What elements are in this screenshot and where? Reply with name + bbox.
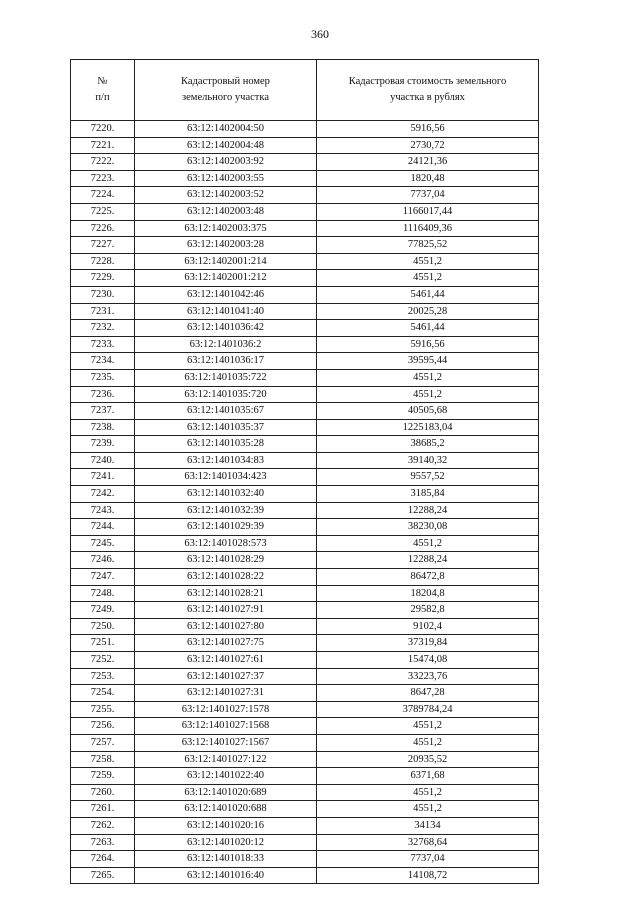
cadastral-number-cell: 63:12:1401022:40 bbox=[135, 768, 317, 785]
cadastral-number-cell: 63:12:1401034:423 bbox=[135, 469, 317, 486]
cadastral-value-cell: 38685,2 bbox=[317, 436, 539, 453]
cadastral-number-cell: 63:12:1401035:722 bbox=[135, 369, 317, 386]
table-row bbox=[71, 469, 539, 486]
row-index-cell: 7254. bbox=[71, 685, 135, 702]
cadastral-value-cell: 4551,2 bbox=[317, 369, 539, 386]
cadastral-number-cell: 63:12:1401020:16 bbox=[135, 817, 317, 834]
table-row bbox=[71, 486, 539, 503]
row-index-cell: 7260. bbox=[71, 784, 135, 801]
cadastral-value-cell: 1225183,04 bbox=[317, 419, 539, 436]
row-index-cell: 7261. bbox=[71, 801, 135, 818]
cadastral-value-cell: 18204,8 bbox=[317, 585, 539, 602]
row-index-cell: 7221. bbox=[71, 137, 135, 154]
cadastral-number-cell: 63:12:1401027:1568 bbox=[135, 718, 317, 735]
row-index-cell: 7224. bbox=[71, 187, 135, 204]
row-index-cell: 7238. bbox=[71, 419, 135, 436]
row-index-cell: 7265. bbox=[71, 867, 135, 884]
cadastral-value-cell: 7737,04 bbox=[317, 851, 539, 868]
row-index-cell: 7233. bbox=[71, 336, 135, 353]
cadastral-value-cell: 12288,24 bbox=[317, 502, 539, 519]
table-row bbox=[71, 652, 539, 669]
table-row bbox=[71, 817, 539, 834]
header-row bbox=[71, 60, 539, 121]
row-index-cell: 7250. bbox=[71, 618, 135, 635]
cadastral-number-cell: 63:12:1401036:2 bbox=[135, 336, 317, 353]
cadastral-value-cell: 6371,68 bbox=[317, 768, 539, 785]
table-row bbox=[71, 851, 539, 868]
row-index-cell: 7256. bbox=[71, 718, 135, 735]
cadastral-value-cell: 4551,2 bbox=[317, 270, 539, 287]
row-index-cell: 7245. bbox=[71, 535, 135, 552]
cadastral-number-cell: 63:12:1401027:61 bbox=[135, 652, 317, 669]
cadastral-number-cell: 63:12:1401029:39 bbox=[135, 519, 317, 536]
table-row bbox=[71, 220, 539, 237]
table-row bbox=[71, 685, 539, 702]
cadastral-number-cell: 63:12:1401028:29 bbox=[135, 552, 317, 569]
row-index-cell: 7234. bbox=[71, 353, 135, 370]
cadastral-value-cell: 4551,2 bbox=[317, 535, 539, 552]
cadastral-number-cell: 63:12:1401027:1567 bbox=[135, 734, 317, 751]
row-index-cell: 7257. bbox=[71, 734, 135, 751]
cadastral-number-cell: 63:12:1401027:75 bbox=[135, 635, 317, 652]
cadastral-number-cell: 63:12:1402004:50 bbox=[135, 121, 317, 138]
row-index-cell: 7264. bbox=[71, 851, 135, 868]
cadastral-value-cell: 15474,08 bbox=[317, 652, 539, 669]
cadastral-number-cell: 63:12:1402001:214 bbox=[135, 253, 317, 270]
cadastral-number-cell: 63:12:1401027:80 bbox=[135, 618, 317, 635]
cadastral-number-cell: 63:12:1401035:28 bbox=[135, 436, 317, 453]
row-index-cell: 7222. bbox=[71, 154, 135, 171]
cadastral-value-cell: 8647,28 bbox=[317, 685, 539, 702]
cadastral-number-cell: 63:12:1402004:48 bbox=[135, 137, 317, 154]
cadastral-value-cell: 12288,24 bbox=[317, 552, 539, 569]
table-row bbox=[71, 237, 539, 254]
row-index-cell: 7237. bbox=[71, 403, 135, 420]
table-row bbox=[71, 569, 539, 586]
cadastral-value-cell: 37319,84 bbox=[317, 635, 539, 652]
row-index-cell: 7241. bbox=[71, 469, 135, 486]
table-row bbox=[71, 336, 539, 353]
cadastral-number-cell: 63:12:1401032:40 bbox=[135, 486, 317, 503]
table-row bbox=[71, 353, 539, 370]
cadastral-number-cell: 63:12:1401036:42 bbox=[135, 320, 317, 337]
cadastral-number-cell: 63:12:1401035:67 bbox=[135, 403, 317, 420]
table-row bbox=[71, 801, 539, 818]
table-row bbox=[71, 502, 539, 519]
table-row bbox=[71, 585, 539, 602]
cadastral-number-cell: 63:12:1401035:720 bbox=[135, 386, 317, 403]
table-body bbox=[71, 121, 539, 884]
cadastral-number-cell: 63:12:1401018:33 bbox=[135, 851, 317, 868]
row-index-cell: 7249. bbox=[71, 602, 135, 619]
cadastral-number-cell: 63:12:1402003:92 bbox=[135, 154, 317, 171]
cadastral-value-cell: 20935,52 bbox=[317, 751, 539, 768]
table-row bbox=[71, 751, 539, 768]
cadastral-value-cell: 4551,2 bbox=[317, 253, 539, 270]
cadastral-value-cell: 32768,64 bbox=[317, 834, 539, 851]
row-index-cell: 7259. bbox=[71, 768, 135, 785]
cadastral-value-cell: 4551,2 bbox=[317, 801, 539, 818]
row-index-cell: 7255. bbox=[71, 701, 135, 718]
cadastral-value-cell: 3789784,24 bbox=[317, 701, 539, 718]
table-row bbox=[71, 519, 539, 536]
table-row bbox=[71, 154, 539, 171]
table-row bbox=[71, 203, 539, 220]
table-row bbox=[71, 187, 539, 204]
table-row bbox=[71, 303, 539, 320]
table-row bbox=[71, 137, 539, 154]
cadastral-number-cell: 63:12:1401027:1578 bbox=[135, 701, 317, 718]
row-index-cell: 7262. bbox=[71, 817, 135, 834]
table-row bbox=[71, 867, 539, 884]
cadastral-value-cell: 1820,48 bbox=[317, 170, 539, 187]
row-index-cell: 7243. bbox=[71, 502, 135, 519]
cadastral-number-cell: 63:12:1402003:375 bbox=[135, 220, 317, 237]
row-index-cell: 7220. bbox=[71, 121, 135, 138]
row-index-cell: 7239. bbox=[71, 436, 135, 453]
row-index-cell: 7258. bbox=[71, 751, 135, 768]
row-index-cell: 7230. bbox=[71, 286, 135, 303]
cadastral-number-cell: 63:12:1401027:31 bbox=[135, 685, 317, 702]
cadastral-value-cell: 5916,56 bbox=[317, 121, 539, 138]
row-index-cell: 7235. bbox=[71, 369, 135, 386]
cadastral-value-cell: 86472,8 bbox=[317, 569, 539, 586]
cadastral-value-cell: 5461,44 bbox=[317, 286, 539, 303]
row-index-cell: 7226. bbox=[71, 220, 135, 237]
table-row bbox=[71, 618, 539, 635]
row-index-cell: 7227. bbox=[71, 237, 135, 254]
table-row bbox=[71, 668, 539, 685]
cadastral-value-cell: 9102,4 bbox=[317, 618, 539, 635]
table-row bbox=[71, 286, 539, 303]
row-index-cell: 7225. bbox=[71, 203, 135, 220]
cadastral-value-cell: 77825,52 bbox=[317, 237, 539, 254]
table-row bbox=[71, 452, 539, 469]
table-row bbox=[71, 170, 539, 187]
cadastral-value-cell: 1166017,44 bbox=[317, 203, 539, 220]
row-index-cell: 7231. bbox=[71, 303, 135, 320]
cadastral-value-table bbox=[70, 59, 539, 884]
cadastral-number-cell: 63:12:1401020:688 bbox=[135, 801, 317, 818]
table-header bbox=[71, 60, 539, 121]
cadastral-number-cell: 63:12:1401027:91 bbox=[135, 602, 317, 619]
table-row bbox=[71, 834, 539, 851]
header-cadastral-value: Кадастровая стоимость земельного участка в рублях bbox=[317, 60, 539, 121]
cadastral-value-cell: 1116409,36 bbox=[317, 220, 539, 237]
cadastral-number-cell: 63:12:1401034:83 bbox=[135, 452, 317, 469]
table-row bbox=[71, 253, 539, 270]
table-row bbox=[71, 403, 539, 420]
cadastral-number-cell: 63:12:1402003:52 bbox=[135, 187, 317, 204]
row-index-cell: 7251. bbox=[71, 635, 135, 652]
row-index-cell: 7253. bbox=[71, 668, 135, 685]
row-index-cell: 7263. bbox=[71, 834, 135, 851]
cadastral-value-cell: 24121,36 bbox=[317, 154, 539, 171]
table-row bbox=[71, 552, 539, 569]
table-row bbox=[71, 386, 539, 403]
cadastral-number-cell: 63:12:1401027:122 bbox=[135, 751, 317, 768]
table-row bbox=[71, 734, 539, 751]
cadastral-value-cell: 33223,76 bbox=[317, 668, 539, 685]
cadastral-value-cell: 3185,84 bbox=[317, 486, 539, 503]
cadastral-value-cell: 4551,2 bbox=[317, 386, 539, 403]
cadastral-number-cell: 63:12:1401028:21 bbox=[135, 585, 317, 602]
row-index-cell: 7252. bbox=[71, 652, 135, 669]
row-index-cell: 7242. bbox=[71, 486, 135, 503]
row-index-cell: 7246. bbox=[71, 552, 135, 569]
cadastral-number-cell: 63:12:1401020:12 bbox=[135, 834, 317, 851]
cadastral-value-cell: 4551,2 bbox=[317, 784, 539, 801]
cadastral-number-cell: 63:12:1402003:55 bbox=[135, 170, 317, 187]
row-index-cell: 7240. bbox=[71, 452, 135, 469]
cadastral-number-cell: 63:12:1402003:48 bbox=[135, 203, 317, 220]
table-row bbox=[71, 320, 539, 337]
table-row bbox=[71, 419, 539, 436]
cadastral-value-cell: 20025,28 bbox=[317, 303, 539, 320]
cadastral-number-cell: 63:12:1401020:689 bbox=[135, 784, 317, 801]
header-index: № п/п bbox=[71, 60, 135, 121]
cadastral-number-cell: 63:12:1401028:22 bbox=[135, 569, 317, 586]
table-row bbox=[71, 784, 539, 801]
cadastral-number-cell: 63:12:1401035:37 bbox=[135, 419, 317, 436]
cadastral-value-cell: 5916,56 bbox=[317, 336, 539, 353]
header-cadastral-number: Кадастровый номер земельного участка bbox=[135, 60, 317, 121]
row-index-cell: 7223. bbox=[71, 170, 135, 187]
row-index-cell: 7232. bbox=[71, 320, 135, 337]
row-index-cell: 7229. bbox=[71, 270, 135, 287]
cadastral-number-cell: 63:12:1401016:40 bbox=[135, 867, 317, 884]
table-row bbox=[71, 535, 539, 552]
row-index-cell: 7247. bbox=[71, 569, 135, 586]
cadastral-value-cell: 29582,8 bbox=[317, 602, 539, 619]
cadastral-number-cell: 63:12:1401036:17 bbox=[135, 353, 317, 370]
cadastral-value-cell: 9557,52 bbox=[317, 469, 539, 486]
table-row bbox=[71, 635, 539, 652]
row-index-cell: 7244. bbox=[71, 519, 135, 536]
table-row bbox=[71, 701, 539, 718]
cadastral-number-cell: 63:12:1401028:573 bbox=[135, 535, 317, 552]
cadastral-number-cell: 63:12:1401042:46 bbox=[135, 286, 317, 303]
table-row bbox=[71, 436, 539, 453]
cadastral-value-cell: 39595,44 bbox=[317, 353, 539, 370]
cadastral-value-cell: 2730,72 bbox=[317, 137, 539, 154]
cadastral-value-cell: 39140,32 bbox=[317, 452, 539, 469]
cadastral-number-cell: 63:12:1401041:40 bbox=[135, 303, 317, 320]
row-index-cell: 7228. bbox=[71, 253, 135, 270]
table-row bbox=[71, 121, 539, 138]
cadastral-value-cell: 34134 bbox=[317, 817, 539, 834]
cadastral-value-cell: 5461,44 bbox=[317, 320, 539, 337]
table-row bbox=[71, 270, 539, 287]
cadastral-number-cell: 63:12:1401032:39 bbox=[135, 502, 317, 519]
cadastral-value-cell: 4551,2 bbox=[317, 718, 539, 735]
table-row bbox=[71, 718, 539, 735]
table-row bbox=[71, 369, 539, 386]
cadastral-value-cell: 14108,72 bbox=[317, 867, 539, 884]
cadastral-value-cell: 38230,08 bbox=[317, 519, 539, 536]
cadastral-number-cell: 63:12:1402001:212 bbox=[135, 270, 317, 287]
table-row bbox=[71, 768, 539, 785]
row-index-cell: 7248. bbox=[71, 585, 135, 602]
page-number: 360 bbox=[311, 27, 329, 41]
cadastral-value-cell: 40505,68 bbox=[317, 403, 539, 420]
cadastral-value-cell: 7737,04 bbox=[317, 187, 539, 204]
cadastral-number-cell: 63:12:1402003:28 bbox=[135, 237, 317, 254]
cadastral-number-cell: 63:12:1401027:37 bbox=[135, 668, 317, 685]
table-row bbox=[71, 602, 539, 619]
row-index-cell: 7236. bbox=[71, 386, 135, 403]
cadastral-value-cell: 4551,2 bbox=[317, 734, 539, 751]
